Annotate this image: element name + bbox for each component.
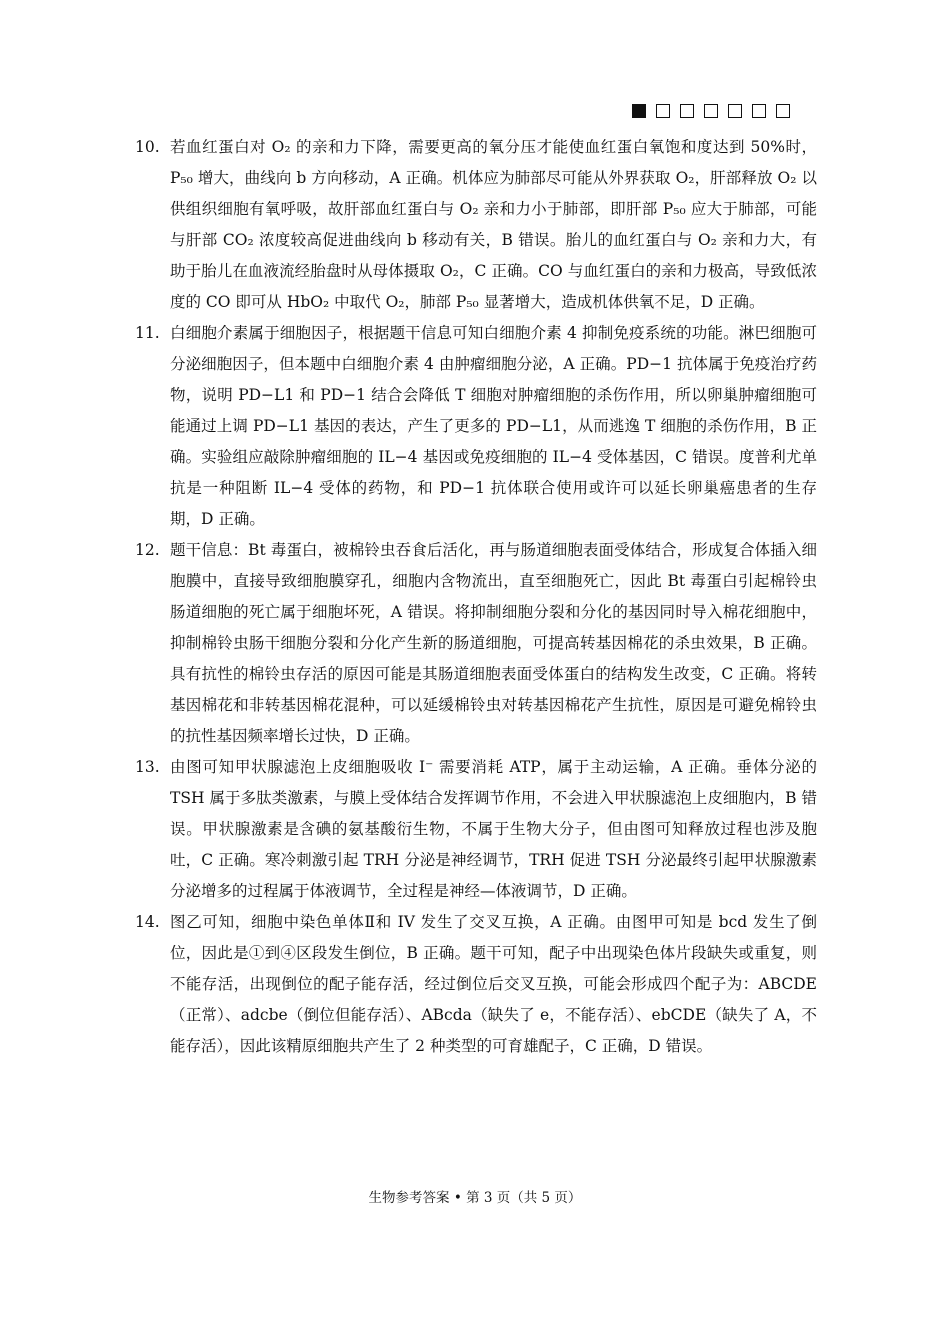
answer-number: 11.	[135, 324, 160, 342]
answer-number: 13.	[135, 758, 160, 776]
empty-square-mark	[728, 104, 742, 118]
answer-text: 由图可知甲状腺滤泡上皮细胞吸收 I⁻ 需要消耗 ATP，属于主动运输，A 正确。垂体分泌的 TSH 属于多肽类激素，与膜上受体结合发挥调节作用，不会进入甲状腺滤泡上皮细胞内，B 错误。甲状腺激素是含碘的氨基酸衍生物，不属于生物大分子，但由图可知释放过程也涉及胞吐，C 正确。寒冷刺激引起 TRH 分泌是神经调节，TRH 促进 TSH 分泌最终引起甲状腺激素分泌增多的过程属于体液调节，全过程是神经—体液调节，D 正确。	[170, 758, 817, 900]
answer-item	[135, 907, 817, 1062]
answer-number: 10.	[135, 138, 160, 156]
answer-item	[135, 132, 817, 318]
answer-item	[135, 535, 817, 752]
empty-square-mark	[704, 104, 718, 118]
answer-list	[135, 132, 817, 1062]
empty-square-mark	[656, 104, 670, 118]
filled-square-mark	[632, 104, 646, 118]
answer-text: 白细胞介素属于细胞因子，根据题干信息可知白细胞介素 4 抑制免疫系统的功能。淋巴细胞可分泌细胞因子，但本题中白细胞介素 4 由肿瘤细胞分泌，A 正确。PD−1 抗体属于免疫治疗药物，说明 PD−L1 和 PD−1 结合会降低 T 细胞对肿瘤细胞的杀伤作用，所以卵巢肿瘤细胞可能通过上调 PD−L1 基因的表达，产生了更多的 PD−L1，从而逃逸 T 细胞的杀伤作用，B 正确。实验组应敲除肿瘤细胞的 IL−4 基因或免疫细胞的 IL−4 受体基因，C 错误。度普利尤单抗是一种阻断 IL−4 受体的药物，和 PD−1 抗体联合使用或许可以延长卵巢癌患者的生存期，D 正确。	[170, 324, 817, 528]
answer-text: 图乙可知，细胞中染色单体Ⅱ和 IV 发生了交叉互换，A 正确。由图甲可知是 bcd 发生了倒位，因此是①到④区段发生倒位，B 正确。题干可知，配子中出现染色体片段缺失或重复，则不能存活，出现倒位的配子能存活，经过倒位后交叉互换，可能会形成四个配子为：ABCDE（正常）、adcbe（倒位但能存活）、ABcda（缺失了 e，不能存活）、ebCDE（缺失了 A，不能存活），因此该精原细胞共产生了 2 种类型的可育雄配子，C 正确，D 错误。	[170, 913, 817, 1055]
answer-item	[135, 318, 817, 535]
page-progress-marks	[632, 104, 790, 118]
empty-square-mark	[680, 104, 694, 118]
empty-square-mark	[776, 104, 790, 118]
answer-item	[135, 752, 817, 907]
empty-square-mark	[752, 104, 766, 118]
answer-number: 12.	[135, 541, 160, 559]
page-footer: 生物参考答案 • 第 3 页（共 5 页）	[368, 1190, 582, 1206]
answer-text: 若血红蛋白对 O₂ 的亲和力下降，需要更高的氧分压才能使血红蛋白氧饱和度达到 50%时，P₅₀ 增大，曲线向 b 方向移动，A 正确。机体应为肺部尽可能从外界获取 O₂，肝部释放 O₂ 以供组织细胞有氧呼吸，故肝部血红蛋白与 O₂ 亲和力小于肺部，即肝部 P₅₀ 应大于肺部，可能与肝部 CO₂ 浓度较高促进曲线向 b 移动有关，B 错误。胎儿的血红蛋白与 O₂ 亲和力大，有助于胎儿在血液流经胎盘时从母体摄取 O₂，C 正确。CO 与血红蛋白的亲和力极高，导致低浓度的 CO 即可从 HbO₂ 中取代 O₂，肺部 P₅₀ 显著增大，造成机体供氧不足，D 正确。	[170, 138, 817, 311]
answer-text: 题干信息：Bt 毒蛋白，被棉铃虫吞食后活化，再与肠道细胞表面受体结合，形成复合体插入细胞膜中，直接导致细胞膜穿孔，细胞内含物流出，直至细胞死亡，因此 Bt 毒蛋白引起棉铃虫肠道细胞的死亡属于细胞坏死，A 错误。将抑制细胞分裂和分化的基因同时导入棉花细胞中，抑制棉铃虫肠干细胞分裂和分化产生新的肠道细胞，可提高转基因棉花的杀虫效果，B 正确。具有抗性的棉铃虫存活的原因可能是其肠道细胞表面受体蛋白的结构发生改变，C 正确。将转基因棉花和非转基因棉花混种，可以延缓棉铃虫对转基因棉花产生抗性，原因是可避免棉铃虫的抗性基因频率增长过快，D 正确。	[170, 541, 817, 745]
answer-number: 14.	[135, 913, 160, 931]
